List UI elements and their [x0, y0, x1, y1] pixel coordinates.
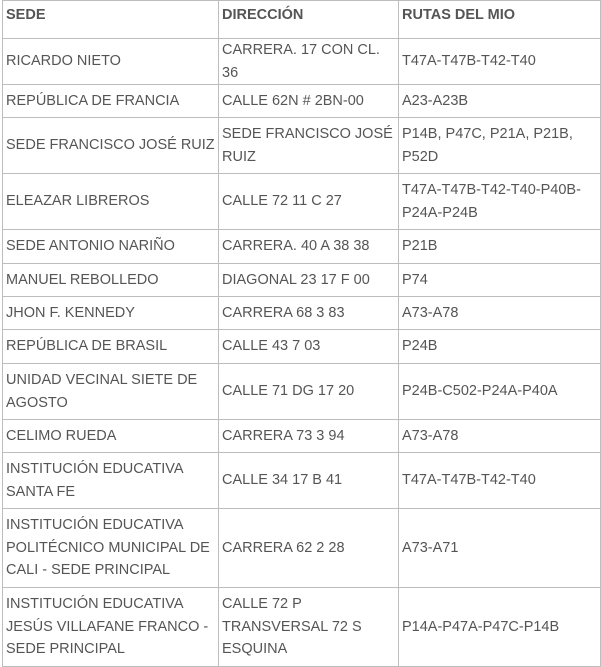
cell-rutas: P14A-P47A-P47C-P14B — [399, 588, 601, 667]
cell-rutas: P74 — [399, 264, 601, 297]
table-row — [3, 420, 601, 453]
table-row — [3, 330, 601, 364]
cell-sede: SEDE ANTONIO NARIÑO — [3, 230, 219, 264]
header-sede: SEDE — [3, 1, 219, 39]
header-direccion: DIRECCIÓN — [219, 1, 399, 39]
table-row — [3, 453, 601, 509]
cell-rutas: A73-A71 — [399, 509, 601, 588]
cell-sede: REPÚBLICA DE FRANCIA — [3, 85, 219, 118]
cell-direccion: SEDE FRANCISCO JOSÉ RUIZ — [219, 118, 399, 174]
cell-direccion: CARRERA 68 3 83 — [219, 297, 399, 330]
cell-direccion: CARRERA. 40 A 38 38 — [219, 230, 399, 264]
cell-direccion: CARRERA. 17 CON CL. 36 — [219, 39, 399, 85]
cell-sede: SEDE FRANCISCO JOSÉ RUIZ — [3, 118, 219, 174]
cell-direccion: CALLE 72 P TRANSVERSAL 72 S ESQUINA — [219, 588, 399, 667]
table-row — [3, 85, 601, 118]
cell-sede: INSTITUCIÓN EDUCATIVA SANTA FE — [3, 453, 219, 509]
cell-rutas: T47A-T47B-T42-T40 — [399, 453, 601, 509]
cell-sede: MANUEL REBOLLEDO — [3, 264, 219, 297]
cell-direccion: CALLE 71 DG 17 20 — [219, 364, 399, 420]
cell-sede: ELEAZAR LIBREROS — [3, 174, 219, 230]
cell-sede: INSTITUCIÓN EDUCATIVA POLITÉCNICO MUNICIPAL DE CALI - SEDE PRINCIPAL — [3, 509, 219, 588]
header-rutas: RUTAS DEL MIO — [399, 1, 601, 39]
cell-rutas: T47A-T47B-T42-T40 — [399, 39, 601, 85]
cell-rutas: T47A-T47B-T42-T40-P40B-P24A-P24B — [399, 174, 601, 230]
cell-rutas: P14B, P47C, P21A, P21B, P52D — [399, 118, 601, 174]
cell-rutas: P21B — [399, 230, 601, 264]
cell-direccion: DIAGONAL 23 17 F 00 — [219, 264, 399, 297]
table-row — [3, 118, 601, 174]
cell-rutas: A23-A23B — [399, 85, 601, 118]
cell-direccion: CALLE 62N # 2BN-00 — [219, 85, 399, 118]
routes-table — [2, 0, 601, 667]
cell-sede: CELIMO RUEDA — [3, 420, 219, 453]
cell-sede: INSTITUCIÓN EDUCATIVA JESÚS VILLAFANE FRANCO - SEDE PRINCIPAL — [3, 588, 219, 667]
table-row — [3, 39, 601, 85]
table-row — [3, 297, 601, 330]
cell-direccion: CARRERA 62 2 28 — [219, 509, 399, 588]
table-row — [3, 174, 601, 230]
cell-rutas: P24B-C502-P24A-P40A — [399, 364, 601, 420]
cell-sede: UNIDAD VECINAL SIETE DE AGOSTO — [3, 364, 219, 420]
cell-direccion: CALLE 72 11 C 27 — [219, 174, 399, 230]
cell-sede: REPÚBLICA DE BRASIL — [3, 330, 219, 364]
table-row — [3, 509, 601, 588]
cell-sede: JHON F. KENNEDY — [3, 297, 219, 330]
cell-rutas: A73-A78 — [399, 297, 601, 330]
cell-direccion: CALLE 34 17 B 41 — [219, 453, 399, 509]
table-row — [3, 264, 601, 297]
table-row — [3, 230, 601, 264]
cell-rutas: P24B — [399, 330, 601, 364]
table-header-row — [3, 1, 601, 39]
cell-direccion: CARRERA 73 3 94 — [219, 420, 399, 453]
cell-direccion: CALLE 43 7 03 — [219, 330, 399, 364]
table-row — [3, 364, 601, 420]
cell-rutas: A73-A78 — [399, 420, 601, 453]
cell-sede: RICARDO NIETO — [3, 39, 219, 85]
